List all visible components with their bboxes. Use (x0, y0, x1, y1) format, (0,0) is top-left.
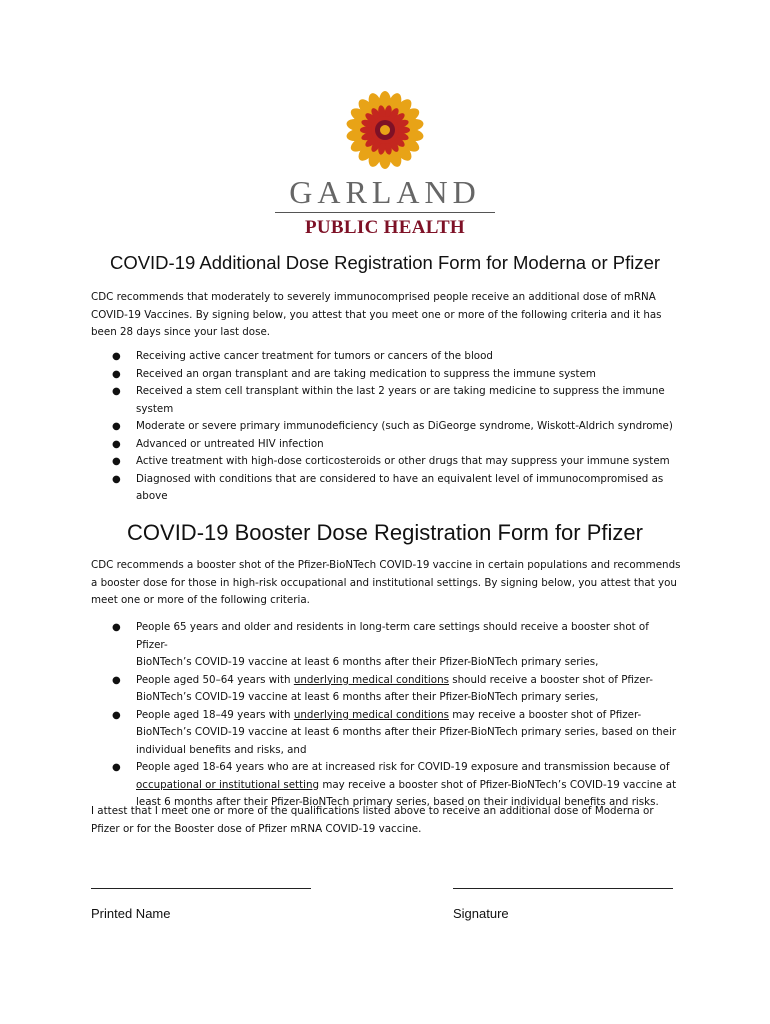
bullet-icon: ● (112, 386, 121, 397)
intro-line: a booster dose for those in high-risk occupational and institutional settings. By signing below, you attest that you (91, 576, 677, 589)
additional-dose-title: COVID-19 Additional Dose Registration Form for Moderna or Pfizer (109, 252, 661, 273)
garland-logo (0, 90, 770, 238)
list-item: ● Diagnosed with conditions that are considered to have an equivalent level of immunocompromised as above (112, 472, 664, 502)
list-item: ● Moderate or severe primary immunodeficiency (such as DiGeorge syndrome, Wiskott-Aldrich syndrome) (91, 418, 681, 436)
intro-line: CDC recommends that moderately to severely immunocomprised people receive an additional dose of mRNA (91, 291, 656, 303)
booster-dose-intro (91, 557, 691, 610)
additional-dose-intro (91, 289, 691, 342)
list-item: ● Received an organ transplant and are taking medication to suppress the immune system (91, 366, 681, 384)
logo-name: GARLAND (289, 174, 481, 210)
underlying-conditions-link[interactable]: underlying medical conditions (293, 708, 449, 721)
bullet-icon: ● (112, 762, 121, 773)
booster-criteria-list (91, 619, 681, 812)
list-item: ● Receiving active cancer treatment for tumors or cancers of the blood (91, 348, 681, 366)
garland-flower-icon (345, 90, 425, 170)
bullet-icon: ● (112, 674, 121, 686)
bullet-icon: ● (112, 368, 121, 380)
bullet-icon: ● (112, 473, 121, 485)
list-item: ● People aged 18-64 years who are at increased risk for COVID-19 exposure and transmission because of occupational or institutional setting may receive a booster shot of Pfizer-BioNTech’s COVID-19 vaccine at least 6 months after their Pfizer-BioNTech primary series, based on their individual benefits and risks. (112, 761, 677, 808)
list-item: ● People aged 18–49 years with underlying medical conditions may receive a booster shot of Pfizer- BioNTech’s COVID-19 vaccine at least 6 months after their Pfizer-BioNTech primary series, based on their individual benefits and risks, and (112, 708, 677, 756)
list-item: ● Received a stem cell transplant within the last 2 years or are taking medicine to suppress the immune system (112, 385, 665, 415)
logo-divider (275, 212, 495, 213)
printed-name-label: Printed Name (91, 906, 171, 921)
booster-dose-title: COVID-19 Booster Dose Registration Form for Pfizer (127, 520, 643, 545)
list-item: ● Advanced or untreated HIV infection (91, 436, 681, 454)
intro-line: been 28 days since your last dose. (91, 326, 271, 338)
bullet-icon: ● (112, 421, 121, 432)
intro-line: COVID-19 Vaccines. By signing below, you attest that you meet one or more of the following criteria and it has (91, 308, 662, 321)
attest-line: Pfizer or for the Booster dose of Pfizer mRNA COVID-19 vaccine. (91, 822, 422, 835)
list-item: ● Active treatment with high-dose corticosteroids or other drugs that may suppress your immune system (91, 453, 681, 471)
bullet-icon: ● (112, 622, 121, 633)
signature-line[interactable] (453, 880, 673, 889)
bullet-icon: ● (112, 709, 121, 721)
attest-line: I attest that I meet one or more of the qualifications listed above to receive an additional dose of Moderna or (91, 805, 654, 817)
list-item: ● People 65 years and older and residents in long-term care settings should receive a booster shot of Pfizer- BioNTech’s COVID-19 vaccine at least 6 months after their Pfizer-BioNTech primary series, (112, 621, 649, 668)
attestation-text (91, 803, 691, 838)
bullet-icon: ● (112, 438, 121, 450)
intro-line: CDC recommends a booster shot of the Pfizer-BioNTech COVID-19 vaccine in certain populations and recommends (91, 559, 681, 571)
occupational-setting-link[interactable]: occupational or institutional setting (136, 778, 320, 791)
logo-subtitle: PUBLIC HEALTH (305, 217, 465, 238)
list-item: ● People aged 50–64 years with underlying medical conditions should receive a booster shot of Pfizer- BioNTech’s COVID-19 vaccine at least 6 months after their Pfizer-BioNTech primary series, (112, 673, 653, 703)
underlying-conditions-link[interactable]: underlying medical conditions (293, 673, 449, 686)
bullet-icon: ● (112, 351, 121, 362)
bullet-icon: ● (112, 456, 121, 467)
signature-label: Signature (453, 906, 509, 921)
intro-line: meet one or more of the following criteria. (91, 594, 310, 606)
additional-dose-criteria-list (91, 348, 681, 506)
printed-name-line[interactable] (91, 880, 311, 889)
